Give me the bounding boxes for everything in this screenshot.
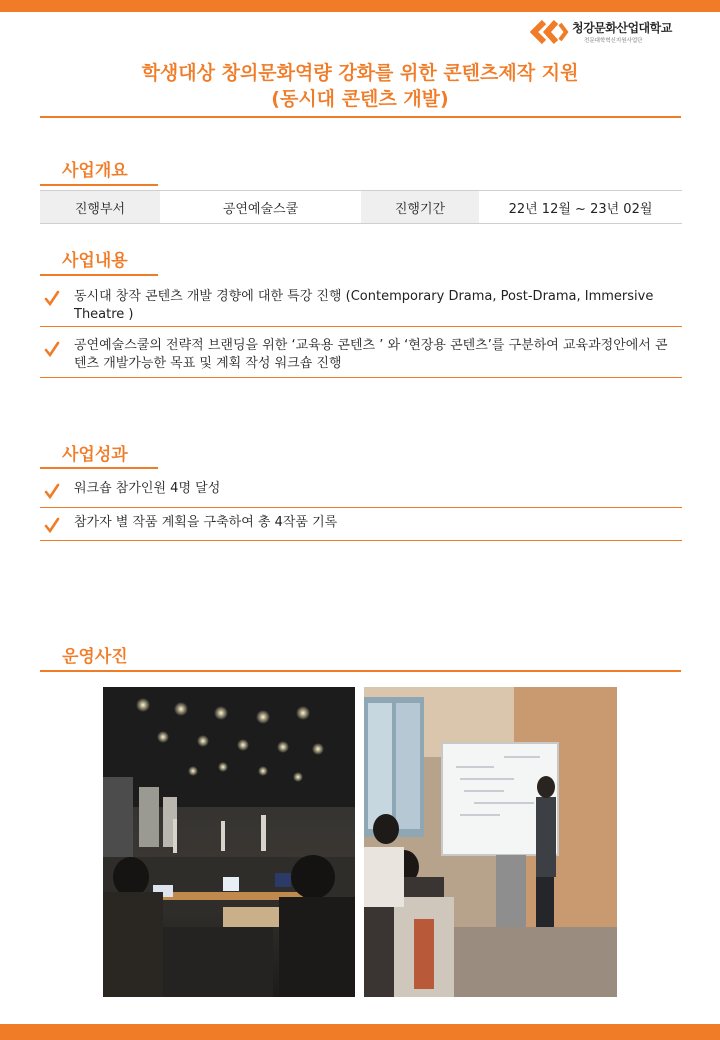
logo-subtitle: 전문대학혁신지원사업단: [584, 38, 643, 44]
university-logo: [530, 18, 690, 48]
page-title-line2: (동시대 콘텐츠 개발): [271, 88, 449, 110]
photos-heading-underline: [40, 670, 681, 672]
result-item: [40, 474, 682, 508]
period-value: 22년 12월 ~ 23년 02월: [508, 201, 653, 217]
page-title-line1: 학생대상 창의문화역량 강화를 위한 콘텐츠제작 지원: [141, 62, 579, 84]
top-accent-bar: [0, 0, 720, 12]
overview-heading-underline: [40, 184, 158, 186]
content-item: [40, 327, 682, 378]
checkmark-icon: [44, 290, 60, 306]
checkmark-icon: [44, 483, 60, 499]
result-item-text: 참가자 별 작품 계획을 구축하여 총 4작품 기록: [74, 515, 338, 530]
content-item-text: 공연예술스쿨의 전략적 브랜딩을 위한 ‘교육용 콘텐츠 ’ 와 ‘현장용 콘텐츠’를 구분하여 교육과정안에서 콘텐츠 개발가능한 목표 및 계획 작성 워크숍 진행: [74, 338, 668, 371]
page-title: [40, 60, 680, 112]
dept-label: 진행부서: [40, 191, 160, 223]
overview-table: [40, 190, 682, 224]
overview-heading: 사업개요: [62, 161, 128, 181]
checkmark-icon: [44, 341, 60, 357]
result-item-text: 워크숍 참가인원 4명 달성: [74, 481, 221, 496]
checkmark-icon: [44, 517, 60, 533]
dept-value: 공연예술스쿨: [222, 201, 299, 217]
title-divider: [40, 116, 681, 118]
photos-heading: 운영사진: [62, 647, 128, 667]
content-item: [40, 284, 682, 327]
logo-name: 청강문화산업대학교: [572, 21, 672, 35]
result-item: [40, 508, 682, 541]
bottom-accent-bar: [0, 1024, 720, 1040]
content-item-text: 동시대 창작 콘텐츠 개발 경향에 대한 특강 진행 (Contemporary Drama, Post-Drama, Immersive Theatre ): [74, 289, 654, 322]
content-heading-underline: [40, 274, 158, 276]
period-label: 진행기간: [361, 191, 479, 223]
results-heading-underline: [40, 467, 158, 469]
ck-logo-icon: [530, 20, 570, 44]
content-heading: 사업내용: [62, 251, 128, 271]
workshop-photo-whiteboard: [364, 687, 617, 997]
results-heading: 사업성과: [62, 445, 128, 465]
workshop-photo-theatre: [103, 687, 355, 997]
